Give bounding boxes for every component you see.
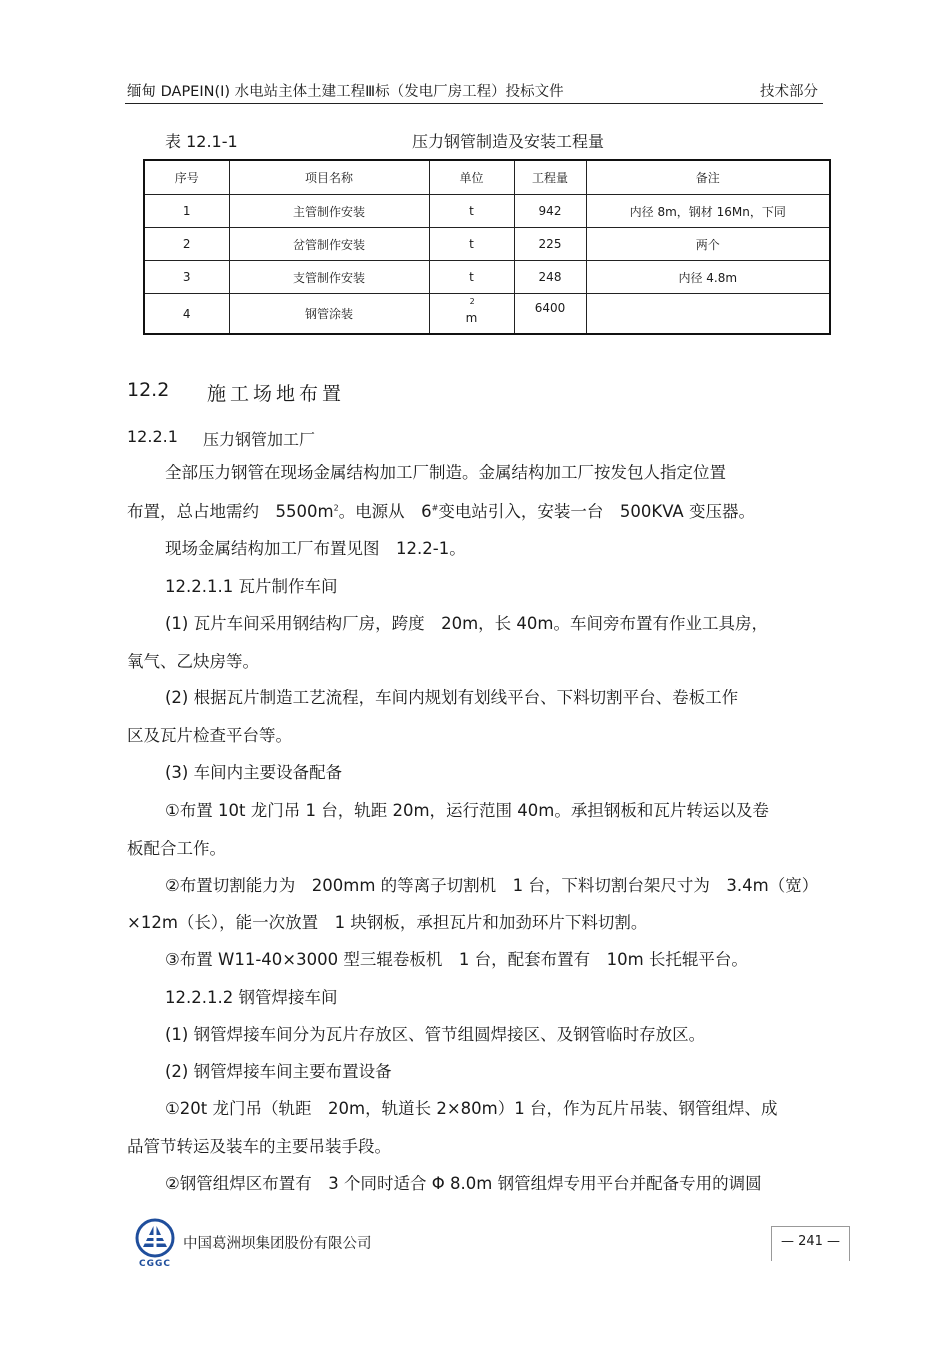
subheading: 12.2.1.2 钢管焊接车间 [165, 988, 338, 1007]
logo-text: CGGC [139, 1259, 171, 1268]
table-row [144, 228, 830, 261]
section-title: 施工场地布置 [207, 383, 346, 405]
column-header: 工程量 [514, 160, 586, 195]
cell-note: 内径 4.8m [586, 261, 830, 294]
cell-note [586, 294, 830, 335]
table-number: 表 12.1-1 [165, 132, 238, 151]
column-header: 单位 [429, 160, 514, 195]
section-number: 12.2 [127, 379, 170, 401]
column-header: 项目名称 [229, 160, 429, 195]
text-run: 。电源从 6 [338, 502, 432, 521]
cell-qty: 942 [514, 195, 586, 228]
quantity-table [143, 159, 831, 335]
page-number-box [771, 1226, 850, 1261]
cell-unit: t [429, 228, 514, 261]
paragraph-line: (2) 根据瓦片制造工艺流程，车间内规划有划线平台、下料切割平台、卷板工作 [165, 688, 739, 707]
paragraph-line: ③布置 W11-40×3000 型三辊卷板机 1 台，配套布置有 10m 长托辊平台。 [165, 950, 748, 969]
paragraph-line: 品管节转运及装车的主要吊装手段。 [127, 1137, 391, 1156]
footer-company: 中国葛洲坝集团股份有限公司 [183, 1236, 372, 1252]
cell-no: 4 [144, 294, 229, 335]
page-number: — 241 — [780, 1234, 841, 1249]
text-run: 布置，总占地需约 5500m [127, 502, 334, 521]
column-header: 序号 [144, 160, 229, 195]
paragraph-line: ×12m（长），能一次放置 1 块钢板，承担瓦片和加劲环片下料切割。 [127, 913, 648, 932]
header-section: 技术部分 [760, 84, 818, 100]
subsection-number: 12.2.1 [127, 427, 178, 446]
paragraph-line: (1) 瓦片车间采用钢结构厂房，跨度 20m，长 40m。车间旁布置有作业工具房， [165, 614, 768, 633]
cell-no: 3 [144, 261, 229, 294]
table-header-row [144, 160, 830, 195]
cell-qty: 6400 [514, 294, 586, 335]
paragraph-line: 现场金属结构加工厂布置见图 12.2-1。 [165, 539, 466, 558]
table-row [144, 195, 830, 228]
paragraph-line: 氧气、乙炔房等。 [127, 652, 259, 671]
cell-no: 1 [144, 195, 229, 228]
paragraph-line: ①20t 龙门吊（轨距 20m，轨道长 2×80m）1 台，作为瓦片吊装、钢管组焊、成 [165, 1099, 778, 1118]
paragraph-line: (1) 钢管焊接车间分为瓦片存放区、管节组圆焊接区、及钢管临时存放区。 [165, 1025, 706, 1044]
cell-unit: m 2 [429, 294, 514, 335]
header-title: 缅甸 DAPEIN(Ⅰ) 水电站主体土建工程Ⅲ标（发电厂房工程）投标文件 [127, 84, 564, 100]
paragraph-line: 区及瓦片检查平台等。 [127, 726, 292, 745]
superscript: 2 [333, 503, 339, 513]
header-rule [125, 103, 823, 104]
column-header: 备注 [586, 160, 830, 195]
paragraph-line: ②钢管组焊区布置有 3 个同时适合 Φ 8.0m 钢管组焊专用平台并配备专用的调圆 [165, 1174, 762, 1193]
table-row [144, 261, 830, 294]
superscript: # [431, 503, 439, 513]
cell-note: 内径 8m，钢材 16Mn，下同 [586, 195, 830, 228]
cell-name: 钢管涂装 [229, 294, 429, 335]
paragraph-line: (2) 钢管焊接车间主要布置设备 [165, 1062, 392, 1081]
cell-unit: t [429, 195, 514, 228]
subsection-title: 压力钢管加工厂 [203, 430, 316, 449]
paragraph-line: ②布置切割能力为 200mm 的等离子切割机 1 台，下料切割台架尺寸为 3.4m（宽） [165, 876, 819, 895]
subheading: 12.2.1.1 瓦片制作车间 [165, 577, 338, 596]
paragraph-line: 板配合工作。 [127, 839, 226, 858]
unit-text: m [465, 310, 478, 325]
table-title: 压力钢管制造及安装工程量 [412, 132, 605, 151]
cell-qty: 248 [514, 261, 586, 294]
cggc-logo [130, 1216, 180, 1268]
paragraph-line: 全部压力钢管在现场金属结构加工厂制造。金属结构加工厂按发包人指定位置 [165, 463, 726, 482]
paragraph-line: ①布置 10t 龙门吊 1 台，轨距 20m，运行范围 40m。承担钢板和瓦片转运以及卷 [165, 801, 769, 820]
paragraph-line [127, 502, 755, 522]
cell-unit: t [429, 261, 514, 294]
cell-name: 岔管制作安装 [229, 228, 429, 261]
cell-name: 支管制作安装 [229, 261, 429, 294]
cell-note: 两个 [586, 228, 830, 261]
cell-no: 2 [144, 228, 229, 261]
text-run: 变电站引入，安装一台 500KVA 变压器。 [438, 502, 755, 521]
cell-qty: 225 [514, 228, 586, 261]
cell-name: 主管制作安装 [229, 195, 429, 228]
table-row [144, 294, 830, 335]
paragraph-line: (3) 车间内主要设备配备 [165, 763, 343, 782]
